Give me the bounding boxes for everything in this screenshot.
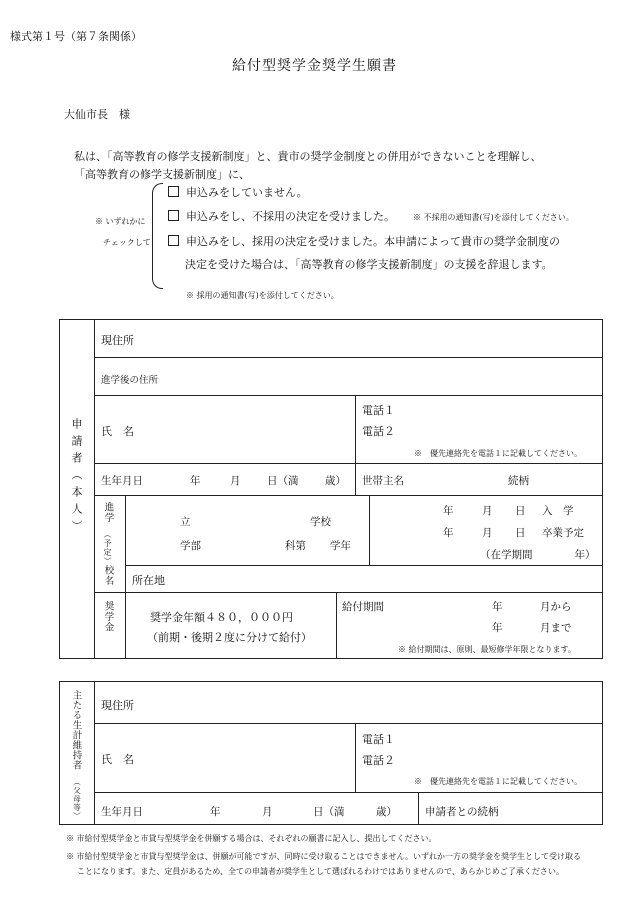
applicant-table bbox=[59, 319, 603, 659]
enroll-day: 日 bbox=[515, 505, 526, 517]
page-title: 給付型奨学金奨学生願書 bbox=[232, 58, 397, 74]
supporter-phone1-label: 電話１ bbox=[362, 733, 395, 746]
check-note-2: チェックして bbox=[103, 238, 151, 247]
supporter-name-label: 氏 名 bbox=[101, 753, 134, 766]
birth-year: 年 bbox=[190, 475, 201, 487]
option-rejected[interactable]: 申込みをし、不採用の決定を受けました。 bbox=[168, 208, 395, 224]
supporter-birthdate-label: 生年月日 bbox=[101, 806, 143, 818]
enroll-label: 入 学 bbox=[542, 505, 574, 517]
relationship-label: 続柄 bbox=[508, 475, 529, 487]
checkbox-rejected[interactable] bbox=[168, 210, 179, 221]
intro-line-1: 私は、「高等教育の修学支援新制度」と、貴市の奨学金制度との併用ができないことを理解し、 bbox=[74, 150, 542, 163]
scholarship-side-label: 奨学金 bbox=[102, 601, 114, 633]
supporter-side-sub: （父母等） bbox=[72, 778, 82, 821]
footnote-3: ことになります。また、定員があるため、全ての申請者が奨学生として選ばれるわけではありませんので、あらかじめご了承ください。 bbox=[77, 867, 564, 876]
school-kadai: 科第 bbox=[285, 540, 306, 552]
footnote-1: ※ 市給付型奨学金と市貸与型奨学金を併願する場合は、それぞれの願書に記入し、提出してください。 bbox=[66, 834, 437, 843]
supporter-relationship-label: 申請者との続柄 bbox=[425, 806, 499, 818]
applicant-side-label: 申請者（本人） bbox=[70, 418, 83, 537]
school-gakunen: 学年 bbox=[330, 540, 351, 552]
period-to-month: 月まで bbox=[540, 622, 572, 634]
school-ritsu: 立 bbox=[180, 516, 191, 528]
school-gakubu: 学部 bbox=[180, 540, 201, 552]
school-side-2: （予定） bbox=[103, 530, 112, 566]
school-gakko: 学校 bbox=[310, 516, 331, 528]
adoption-note: ※ 採用の通知書(写)を添付してください。 bbox=[186, 291, 339, 300]
supporter-birth-age: 歳） bbox=[376, 806, 397, 818]
options-brace bbox=[152, 183, 163, 289]
grad-month: 月 bbox=[482, 527, 493, 539]
phone2-label: 電話２ bbox=[362, 425, 395, 438]
check-note-1: ※ いずれかに bbox=[95, 217, 146, 226]
supporter-phone2-label: 電話２ bbox=[362, 754, 395, 767]
supporter-priority-note: ※ 優先連絡先を電話１に記載してください。 bbox=[414, 777, 582, 786]
payment-period-label: 給付期間 bbox=[342, 601, 384, 613]
birth-day: 日（満 bbox=[267, 475, 299, 487]
supporter-birth-month: 月 bbox=[262, 806, 273, 818]
household-head-label: 世帯主名 bbox=[362, 475, 404, 487]
intro-line-2: 「高等教育の修学支援新制度」に、 bbox=[74, 168, 250, 181]
option-not-applied[interactable]: 申込みをしていません。 bbox=[168, 184, 308, 200]
checkbox-not-applied[interactable] bbox=[168, 186, 179, 197]
period-from-month: 月から bbox=[540, 601, 572, 613]
payment-period-note: ※ 給付期間は、原則、最短修学年限となります。 bbox=[398, 645, 576, 654]
checkbox-accepted[interactable] bbox=[168, 235, 179, 246]
supporter-address-label: 現住所 bbox=[101, 699, 134, 712]
footnote-2: ※ 市給付型奨学金と市貸与型奨学金は、併願が可能ですが、同時に受け取ることはできません。いずれか一方の奨学金を奨学生として受け取る bbox=[66, 852, 582, 861]
form-number: 様式第１号（第７条関係） bbox=[10, 30, 142, 43]
supporter-side-label: 主たる生計維持者 bbox=[70, 690, 82, 770]
grad-label: 卒業予定 bbox=[542, 527, 584, 539]
birth-age: 歳） bbox=[325, 475, 346, 487]
addressee: 大仙市長 様 bbox=[64, 108, 130, 121]
location-label: 所在地 bbox=[132, 574, 165, 587]
period-to-year: 年 bbox=[492, 622, 503, 634]
school-side-1: 進学 bbox=[102, 502, 114, 523]
study-period: （在学期間 年） bbox=[480, 549, 596, 561]
scholarship-amount: 奨学金年額４８０，０００円 bbox=[150, 611, 293, 624]
supporter-birth-year: 年 bbox=[210, 806, 221, 818]
applicant-name-label: 氏 名 bbox=[101, 425, 134, 438]
grad-day: 日 bbox=[515, 527, 526, 539]
enroll-month: 月 bbox=[482, 505, 493, 517]
option-accepted[interactable]: 申込みをし、採用の決定を受けました。本申請によって貴市の奨学金制度の bbox=[168, 233, 560, 249]
rejected-note: ※ 不採用の通知書(写)を添付してください。 bbox=[413, 213, 574, 222]
enroll-year: 年 bbox=[443, 505, 454, 517]
supporter-birth-day: 日（満 bbox=[313, 806, 345, 818]
birth-month: 月 bbox=[230, 475, 241, 487]
scholarship-amount-note: （前期・後期２度に分けて給付） bbox=[147, 631, 312, 644]
grad-year: 年 bbox=[443, 527, 454, 539]
priority-note: ※ 優先連絡先を電話１に記載してください。 bbox=[414, 449, 582, 458]
phone1-label: 電話１ bbox=[362, 404, 395, 417]
option-accepted-cont: 決定を受けた場合は、「高等教育の修学支援新制度」の支援を辞退します。 bbox=[185, 258, 553, 271]
school-side-3: 校名 bbox=[102, 565, 114, 586]
birthdate-label: 生年月日 bbox=[101, 475, 143, 487]
current-address-label: 現住所 bbox=[101, 334, 134, 347]
after-enroll-address-label: 進学後の住所 bbox=[101, 375, 159, 386]
period-from-year: 年 bbox=[492, 601, 503, 613]
